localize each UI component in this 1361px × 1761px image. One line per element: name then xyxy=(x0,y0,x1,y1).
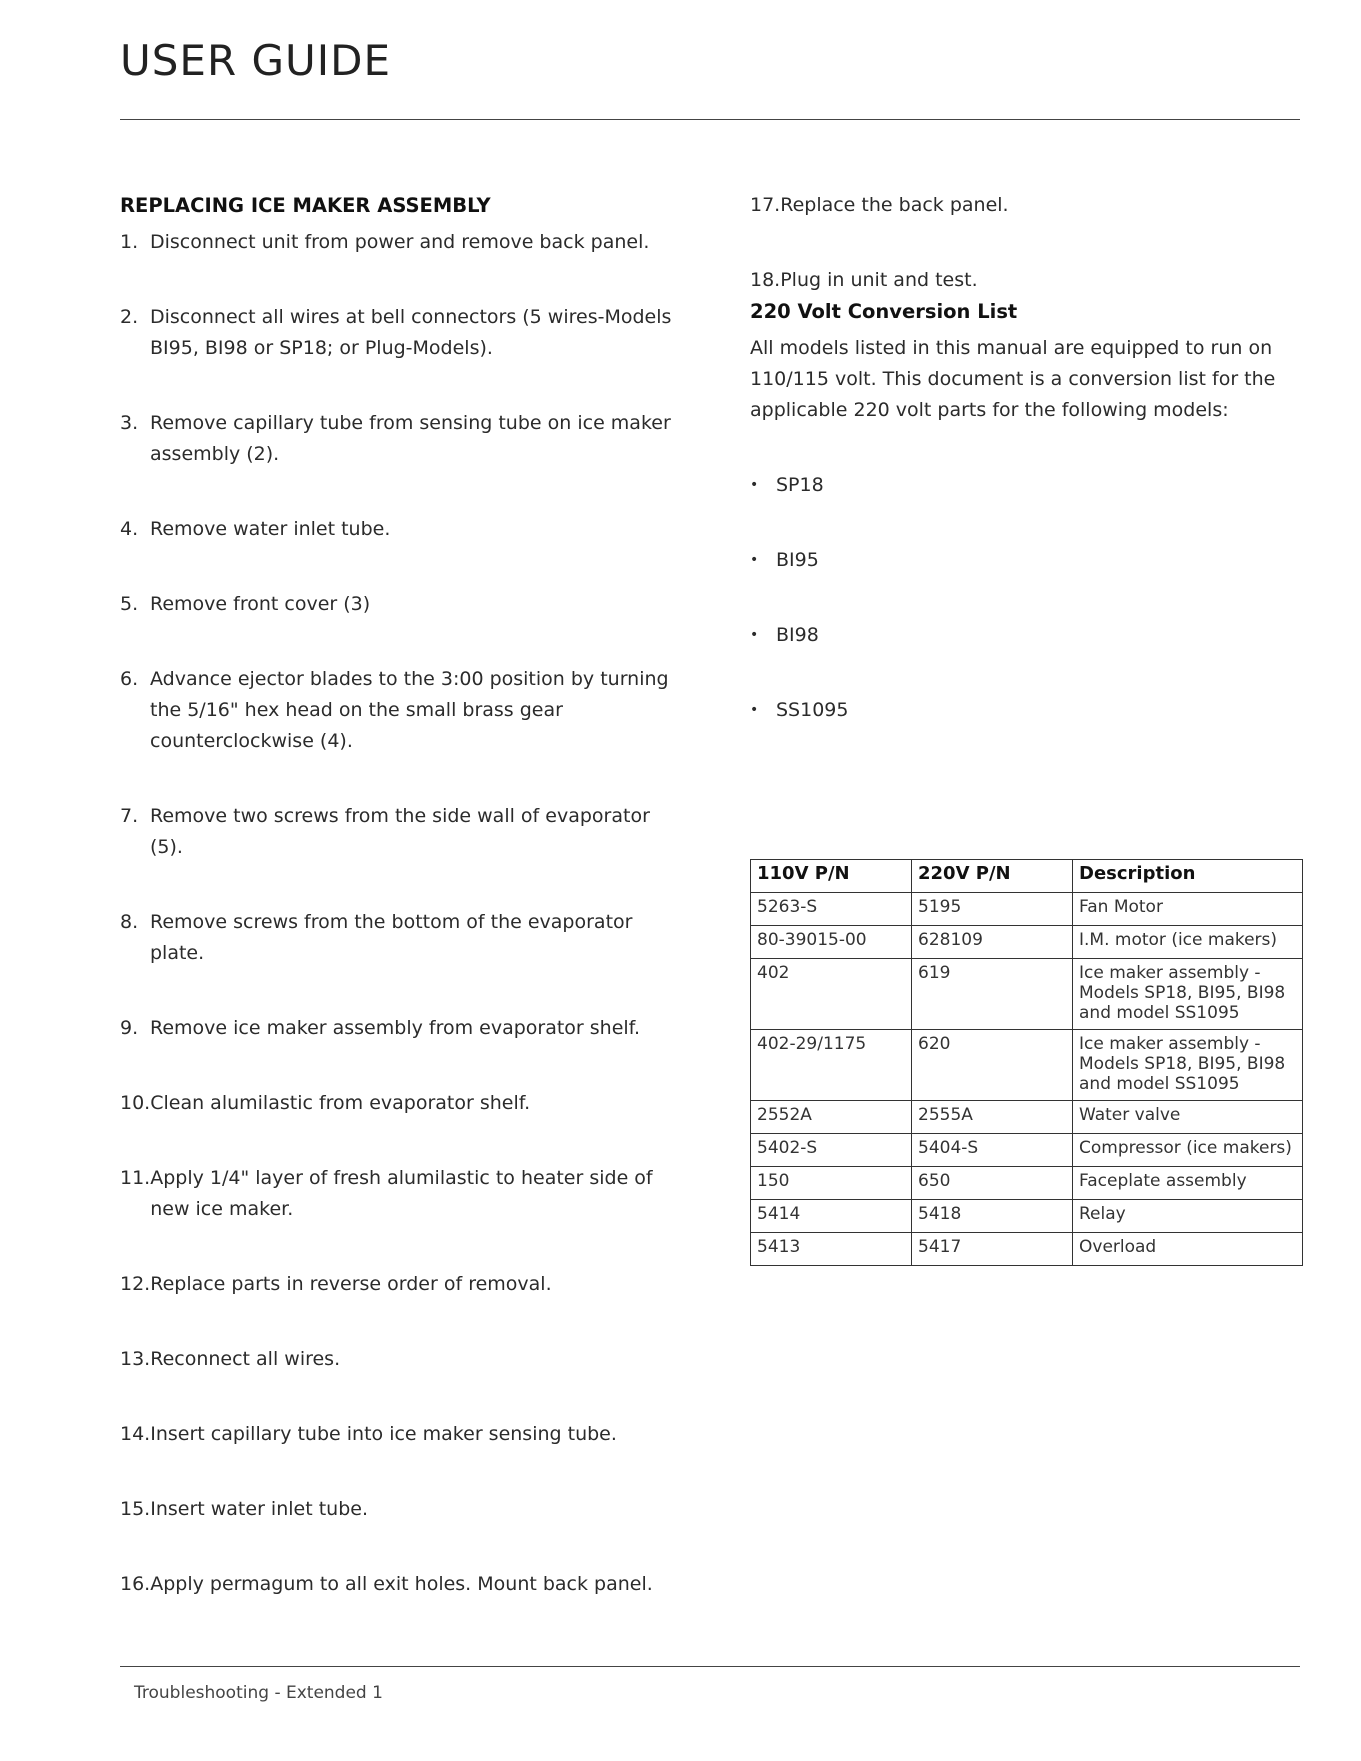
step-text: Plug in unit and test. xyxy=(780,269,978,291)
cell-110v-pn: 2552A xyxy=(751,1101,912,1134)
final-steps-list xyxy=(750,190,1305,296)
table-row xyxy=(751,1134,1303,1167)
step-number: 1. xyxy=(120,231,139,253)
bullet-icon: • xyxy=(750,477,759,493)
cell-description: Relay xyxy=(1073,1200,1303,1233)
conversion-table xyxy=(750,859,1303,1266)
table-row xyxy=(751,926,1303,959)
step-number: 2. xyxy=(120,306,139,328)
step-number: 4. xyxy=(120,518,139,540)
model-item xyxy=(750,545,1305,576)
step-number: 12. xyxy=(120,1273,151,1295)
step-number: 7. xyxy=(120,805,139,827)
step-text: Replace parts in reverse order of removal. xyxy=(150,1273,552,1295)
cell-description: Overload xyxy=(1073,1233,1303,1266)
step-text: Remove front cover (3) xyxy=(150,593,371,615)
model-name: SP18 xyxy=(776,474,824,496)
cell-220v-pn: 2555A xyxy=(912,1101,1073,1134)
section-title-220-volt: 220 Volt Conversion List xyxy=(750,300,1018,323)
step-text: Insert capillary tube into ice maker sensing tube. xyxy=(150,1423,617,1445)
replacement-steps-list xyxy=(120,227,680,1600)
step-item xyxy=(120,1088,680,1119)
cell-description: I.M. motor (ice makers) xyxy=(1073,926,1303,959)
table-row xyxy=(751,1030,1303,1101)
step-item xyxy=(750,190,1305,221)
column-header-220v: 220V P/N xyxy=(912,860,1073,893)
step-text: Remove screws from the bottom of the evaporator plate. xyxy=(150,911,633,964)
table-row xyxy=(751,1200,1303,1233)
step-item xyxy=(120,1344,680,1375)
step-text: Remove two screws from the side wall of evaporator (5). xyxy=(150,805,650,858)
cell-description: Ice maker assembly - Models SP18, BI95, BI98 and model SS1095 xyxy=(1073,959,1303,1030)
step-item xyxy=(120,589,680,620)
table-header-row xyxy=(751,860,1303,893)
model-name: BI98 xyxy=(776,624,819,646)
step-number: 9. xyxy=(120,1017,139,1039)
column-header-110v: 110V P/N xyxy=(751,860,912,893)
step-text: Remove capillary tube from sensing tube on ice maker assembly (2). xyxy=(150,412,671,465)
model-item xyxy=(750,620,1305,651)
step-item xyxy=(120,664,680,757)
model-item xyxy=(750,470,1305,501)
left-column xyxy=(120,190,680,1600)
step-item xyxy=(120,408,680,470)
step-number: 18. xyxy=(750,269,781,291)
step-number: 6. xyxy=(120,668,139,690)
step-item xyxy=(120,1269,680,1300)
step-text: Replace the back panel. xyxy=(780,194,1009,216)
cell-description: Fan Motor xyxy=(1073,893,1303,926)
step-number: 17. xyxy=(750,194,781,216)
step-text: Clean alumilastic from evaporator shelf. xyxy=(150,1092,531,1114)
column-header-description: Description xyxy=(1073,860,1303,893)
step-number: 14. xyxy=(120,1423,151,1445)
step-number: 13. xyxy=(120,1348,151,1370)
section-title-replacing-ice-maker: REPLACING ICE MAKER ASSEMBLY xyxy=(120,194,491,217)
step-text: Insert water inlet tube. xyxy=(150,1498,368,1520)
step-item xyxy=(120,1163,680,1225)
footer-divider xyxy=(120,1666,1300,1667)
table-row xyxy=(751,1101,1303,1134)
cell-description: Water valve xyxy=(1073,1101,1303,1134)
step-number: 10. xyxy=(120,1092,151,1114)
cell-110v-pn: 5402-S xyxy=(751,1134,912,1167)
cell-220v-pn: 620 xyxy=(912,1030,1073,1101)
step-item xyxy=(120,907,680,969)
step-number: 15. xyxy=(120,1498,151,1520)
cell-110v-pn: 5263-S xyxy=(751,893,912,926)
step-number: 8. xyxy=(120,911,139,933)
table-row xyxy=(751,1167,1303,1200)
cell-220v-pn: 5195 xyxy=(912,893,1073,926)
step-text: Remove water inlet tube. xyxy=(150,518,391,540)
step-text: Reconnect all wires. xyxy=(150,1348,341,1370)
cell-110v-pn: 5413 xyxy=(751,1233,912,1266)
step-item xyxy=(120,801,680,863)
page-footer: Troubleshooting - Extended 1 xyxy=(134,1683,383,1703)
cell-description: Compressor (ice makers) xyxy=(1073,1134,1303,1167)
step-item xyxy=(120,1569,680,1600)
step-text: Advance ejector blades to the 3:00 position by turning the 5/16" hex head on the small brass gear counterclockwise (4). xyxy=(150,668,669,752)
cell-220v-pn: 5418 xyxy=(912,1200,1073,1233)
step-number: 11. xyxy=(120,1167,151,1189)
model-list xyxy=(750,470,1305,726)
cell-description: Ice maker assembly - Models SP18, BI95, BI98 and model SS1095 xyxy=(1073,1030,1303,1101)
right-column xyxy=(750,190,1305,726)
cell-220v-pn: 619 xyxy=(912,959,1073,1030)
bullet-icon: • xyxy=(750,627,759,643)
cell-220v-pn: 628109 xyxy=(912,926,1073,959)
step-item xyxy=(120,227,680,258)
page-title: USER GUIDE xyxy=(120,36,392,85)
step-text: Apply permagum to all exit holes. Mount back panel. xyxy=(150,1573,653,1595)
cell-220v-pn: 5417 xyxy=(912,1233,1073,1266)
step-text: Remove ice maker assembly from evaporator shelf. xyxy=(150,1017,641,1039)
cell-110v-pn: 80-39015-00 xyxy=(751,926,912,959)
step-item xyxy=(120,302,680,364)
conversion-intro-paragraph: All models listed in this manual are equipped to run on 110/115 volt. This document is a conversion list for the applicable 220 volt parts for the following models: xyxy=(750,337,1276,421)
table-row xyxy=(751,959,1303,1030)
table-row xyxy=(751,893,1303,926)
cell-110v-pn: 402 xyxy=(751,959,912,1030)
cell-110v-pn: 5414 xyxy=(751,1200,912,1233)
step-item xyxy=(750,265,1305,296)
step-item xyxy=(120,1419,680,1450)
step-item xyxy=(120,1013,680,1044)
model-name: SS1095 xyxy=(776,699,849,721)
step-number: 16. xyxy=(120,1573,151,1595)
bullet-icon: • xyxy=(750,552,759,568)
cell-description: Faceplate assembly xyxy=(1073,1167,1303,1200)
step-item xyxy=(120,1494,680,1525)
cell-220v-pn: 5404-S xyxy=(912,1134,1073,1167)
cell-220v-pn: 650 xyxy=(912,1167,1073,1200)
bullet-icon: • xyxy=(750,702,759,718)
step-item xyxy=(120,514,680,545)
step-text: Apply 1/4" layer of fresh alumilastic to heater side of new ice maker. xyxy=(150,1167,653,1220)
table-row xyxy=(751,1233,1303,1266)
step-text: Disconnect all wires at bell connectors (5 wires-Models BI95, BI98 or SP18; or Plug-Models). xyxy=(150,306,672,359)
model-name: BI95 xyxy=(776,549,819,571)
step-text: Disconnect unit from power and remove back panel. xyxy=(150,231,650,253)
step-number: 3. xyxy=(120,412,139,434)
cell-110v-pn: 150 xyxy=(751,1167,912,1200)
header-divider xyxy=(120,119,1300,120)
model-item xyxy=(750,695,1305,726)
cell-110v-pn: 402-29/1175 xyxy=(751,1030,912,1101)
step-number: 5. xyxy=(120,593,139,615)
